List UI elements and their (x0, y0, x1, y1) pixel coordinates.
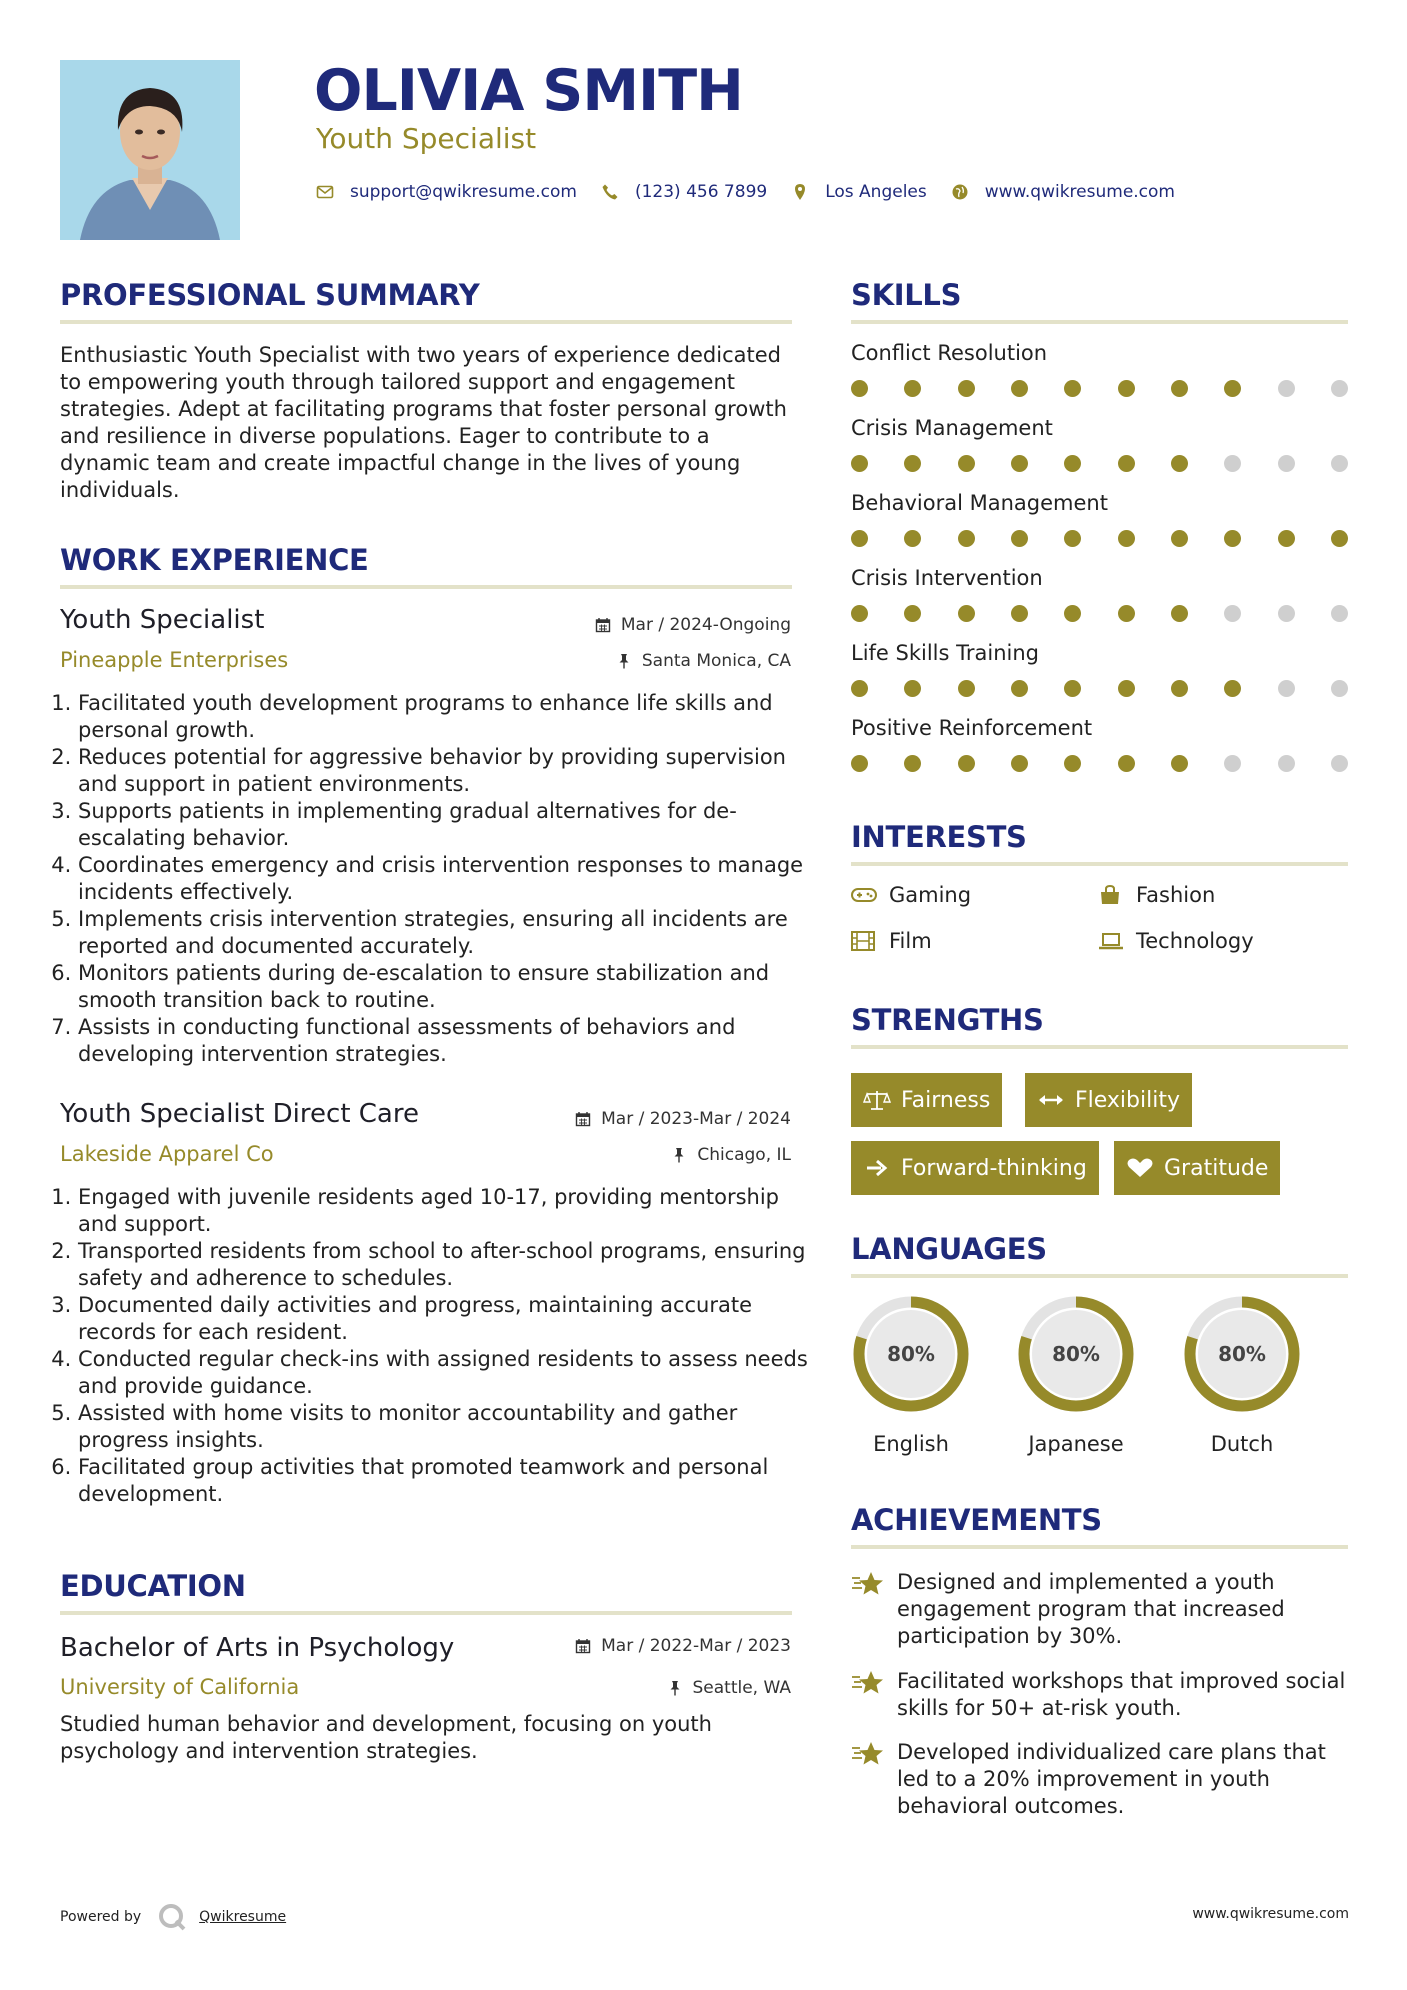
job-title: Youth Specialist Direct Care (60, 1099, 419, 1129)
pushpin-icon (616, 653, 632, 669)
strengths-divider (851, 1045, 1348, 1049)
rating-dot-filled (958, 755, 975, 772)
list-item: 2. Transported residents from school to after-school programs, ensuring safety and adherence to schedules. (78, 1238, 813, 1292)
language-name: Japanese (1028, 1432, 1124, 1456)
education-date: Mar / 2022-Mar / 2023 (575, 1636, 791, 1656)
job-company: Pineapple Enterprises (60, 648, 289, 672)
summary-text: Enthusiastic Youth Specialist with two years of experience dedicated to empowering youth through tailored support and engagement strategies. Adept at facilitating programs that foster personal growth and resilience in diverse populations. Eager to contribute to a dynamic team and create impactful change in the lives of young individuals. (60, 343, 787, 502)
rating-dot-empty (1224, 605, 1241, 622)
star-badge-icon (851, 1739, 885, 1769)
rating-dot-filled (958, 530, 975, 547)
rating-dot-filled (1331, 530, 1348, 547)
rating-dot-filled (851, 755, 868, 772)
arrows-horizontal-icon (1037, 1089, 1065, 1111)
qwikresume-logo-icon (157, 1902, 187, 1932)
strengths-heading: STRENGTHS (851, 1003, 1044, 1037)
achievement-item: Facilitated workshops that improved social skills for 50+ at-risk youth. (851, 1668, 1351, 1722)
rating-dot-filled (1011, 605, 1028, 622)
skill-name: Conflict Resolution (851, 341, 1048, 365)
list-item: 4. Conducted regular check-ins with assigned residents to assess needs and provide guidance. (78, 1346, 813, 1400)
brand-link[interactable]: Qwikresume (199, 1909, 287, 1925)
rating-dot-filled (1118, 455, 1135, 472)
list-item: 2. Reduces potential for aggressive behavior by providing supervision and support in patient environments. (78, 744, 813, 798)
rating-dot-filled (1118, 530, 1135, 547)
language-percent: 80% (1218, 1342, 1266, 1366)
language-progress-ring (1014, 1292, 1138, 1416)
rating-dot-empty (1278, 680, 1295, 697)
star-badge-icon (851, 1668, 885, 1698)
rating-dot-filled (851, 605, 868, 622)
skill-name: Crisis Management (851, 416, 1053, 440)
rating-dot-filled (1064, 530, 1081, 547)
skill-rating (851, 455, 1348, 475)
job-title: Youth Specialist (60, 605, 265, 635)
interests-heading: INTERESTS (851, 820, 1027, 854)
education-location: Seattle, WA (667, 1678, 792, 1698)
rating-dot-filled (904, 530, 921, 547)
strength-gratitude: Gratitude (1114, 1141, 1280, 1195)
job-date: Mar / 2023-Mar / 2024 (575, 1109, 791, 1129)
list-item: 6. Facilitated group activities that promoted teamwork and personal development. (78, 1454, 813, 1508)
rating-dot-empty (1331, 755, 1348, 772)
rating-dot-empty (1331, 680, 1348, 697)
rating-dot-filled (1118, 680, 1135, 697)
pushpin-icon (671, 1147, 687, 1163)
rating-dot-filled (1171, 680, 1188, 697)
job-bullets (60, 1184, 813, 1508)
rating-dot-empty (1224, 755, 1241, 772)
skill-rating (851, 680, 1348, 700)
languages-divider (851, 1274, 1348, 1278)
rating-dot-filled (904, 380, 921, 397)
job-company: Lakeside Apparel Co (60, 1142, 274, 1166)
rating-dot-filled (851, 680, 868, 697)
rating-dot-filled (1171, 455, 1188, 472)
achievements-heading: ACHIEVEMENTS (851, 1503, 1102, 1537)
work-heading: WORK EXPERIENCE (60, 543, 369, 577)
achievement-item: Developed individualized care plans that led to a 20% improvement in youth behavioral outcomes. (851, 1739, 1351, 1820)
rating-dot-filled (1171, 530, 1188, 547)
education-heading: EDUCATION (60, 1569, 246, 1603)
skill-name: Life Skills Training (851, 641, 1039, 665)
rating-dot-filled (1171, 605, 1188, 622)
list-item: 1. Facilitated youth development programs to enhance life skills and personal growth. (78, 690, 813, 744)
interest-film: Film (851, 929, 932, 953)
rating-dot-empty (1278, 455, 1295, 472)
rating-dot-filled (1224, 530, 1241, 547)
contact-location: Los Angeles (791, 182, 927, 202)
rating-dot-filled (851, 380, 868, 397)
interest-gaming: Gaming (851, 883, 971, 907)
list-item: 7. Assists in conducting functional assessments of behaviors and developing intervention strategies. (78, 1014, 813, 1068)
job-location: Chicago, IL (671, 1145, 791, 1165)
laptop-icon (1098, 931, 1124, 951)
calendar-icon (575, 1638, 591, 1654)
rating-dot-filled (1224, 380, 1241, 397)
skill-rating (851, 755, 1348, 775)
summary-divider (60, 320, 792, 324)
contact-website[interactable]: www.qwikresume.com (951, 182, 1175, 202)
profile-photo (60, 60, 240, 240)
balance-scale-icon (863, 1089, 891, 1111)
rating-dot-filled (1118, 605, 1135, 622)
rating-dot-empty (1331, 380, 1348, 397)
rating-dot-filled (1118, 755, 1135, 772)
rating-dot-filled (904, 605, 921, 622)
contact-bar (316, 178, 1175, 206)
language-progress-ring (1180, 1292, 1304, 1416)
school-name: University of California (60, 1675, 300, 1699)
envelope-icon (316, 183, 334, 201)
strength-fairness: Fairness (851, 1073, 1002, 1127)
job-location: Santa Monica, CA (616, 651, 791, 671)
rating-dot-empty (1224, 455, 1241, 472)
rating-dot-filled (851, 455, 868, 472)
rating-dot-filled (1064, 605, 1081, 622)
summary-heading: PROFESSIONAL SUMMARY (60, 278, 480, 312)
degree-title: Bachelor of Arts in Psychology (60, 1633, 455, 1663)
rating-dot-filled (904, 680, 921, 697)
arrow-right-icon (863, 1157, 891, 1179)
job-date: Mar / 2024-Ongoing (595, 615, 791, 635)
contact-phone[interactable]: (123) 456 7899 (601, 182, 767, 202)
language-name: Dutch (1210, 1432, 1274, 1456)
contact-email[interactable]: support@qwikresume.com (316, 182, 577, 202)
shopping-bag-icon (1098, 885, 1124, 905)
film-icon (851, 931, 877, 951)
interest-fashion: Fashion (1098, 883, 1215, 907)
rating-dot-filled (851, 530, 868, 547)
languages-heading: LANGUAGES (851, 1232, 1047, 1266)
rating-dot-empty (1331, 605, 1348, 622)
skill-rating (851, 380, 1348, 400)
skill-rating (851, 530, 1348, 550)
skill-name: Behavioral Management (851, 491, 1108, 515)
skills-heading: SKILLS (851, 278, 962, 312)
skill-rating (851, 605, 1348, 625)
job-bullets (60, 690, 813, 1068)
skill-name: Positive Reinforcement (851, 716, 1093, 740)
rating-dot-filled (1064, 455, 1081, 472)
calendar-icon (575, 1111, 591, 1127)
language-progress-ring (849, 1292, 973, 1416)
heart-icon (1126, 1157, 1154, 1179)
rating-dot-filled (1171, 755, 1188, 772)
list-item: 5. Assisted with home visits to monitor accountability and gather progress insights. (78, 1400, 813, 1454)
language-percent: 80% (887, 1342, 935, 1366)
star-badge-icon (851, 1569, 885, 1599)
rating-dot-filled (1011, 755, 1028, 772)
list-item: 6. Monitors patients during de-escalation to ensure stabilization and smooth transition back to routine. (78, 960, 813, 1014)
rating-dot-filled (958, 380, 975, 397)
rating-dot-filled (1064, 755, 1081, 772)
rating-dot-empty (1278, 380, 1295, 397)
strength-flexibility: Flexibility (1025, 1073, 1192, 1127)
rating-dot-filled (1224, 680, 1241, 697)
list-item: 1. Engaged with juvenile residents aged 10-17, providing mentorship and support. (78, 1184, 813, 1238)
rating-dot-filled (1171, 380, 1188, 397)
rating-dot-filled (904, 755, 921, 772)
work-divider (60, 585, 792, 589)
globe-icon (951, 183, 969, 201)
skill-name: Crisis Intervention (851, 566, 1043, 590)
language-percent: 80% (1052, 1342, 1100, 1366)
gamepad-icon (851, 885, 877, 905)
rating-dot-filled (958, 455, 975, 472)
rating-dot-filled (958, 680, 975, 697)
rating-dot-filled (1064, 380, 1081, 397)
rating-dot-filled (1118, 380, 1135, 397)
education-text: Studied human behavior and development, focusing on youth psychology and intervention strategies. (60, 1712, 712, 1763)
phone-icon (601, 183, 619, 201)
skills-divider (851, 320, 1348, 324)
list-item: 3. Supports patients in implementing gradual alternatives for de-escalating behavior. (78, 798, 813, 852)
map-pin-icon (791, 183, 809, 201)
rating-dot-empty (1331, 455, 1348, 472)
rating-dot-filled (958, 605, 975, 622)
education-divider (60, 1611, 792, 1615)
interest-technology: Technology (1098, 929, 1254, 953)
language-name: English (873, 1432, 949, 1456)
rating-dot-empty (1278, 605, 1295, 622)
candidate-role: Youth Specialist (316, 122, 537, 155)
rating-dot-filled (1064, 680, 1081, 697)
strength-forward-thinking: Forward-thinking (851, 1141, 1099, 1195)
achievement-item: Designed and implemented a youth engagement program that increased participation by 30%. (851, 1569, 1351, 1650)
candidate-name: OLIVIA SMITH (314, 58, 743, 124)
list-item: 3. Documented daily activities and progress, maintaining accurate records for each resident. (78, 1292, 813, 1346)
list-item: 5. Implements crisis intervention strategies, ensuring all incidents are reported and documented accurately. (78, 906, 813, 960)
interests-divider (851, 862, 1348, 866)
pushpin-icon (667, 1680, 683, 1696)
list-item: 4. Coordinates emergency and crisis intervention responses to manage incidents effectively. (78, 852, 813, 906)
rating-dot-filled (904, 455, 921, 472)
rating-dot-filled (1278, 530, 1295, 547)
rating-dot-filled (1011, 530, 1028, 547)
rating-dot-empty (1278, 755, 1295, 772)
rating-dot-filled (1011, 455, 1028, 472)
footer-website[interactable]: www.qwikresume.com (1192, 1906, 1349, 1922)
rating-dot-filled (1011, 380, 1028, 397)
rating-dot-filled (1011, 680, 1028, 697)
achievements-divider (851, 1545, 1348, 1549)
powered-by: Powered by Qwikresume (60, 1902, 286, 1932)
calendar-icon (595, 617, 611, 633)
